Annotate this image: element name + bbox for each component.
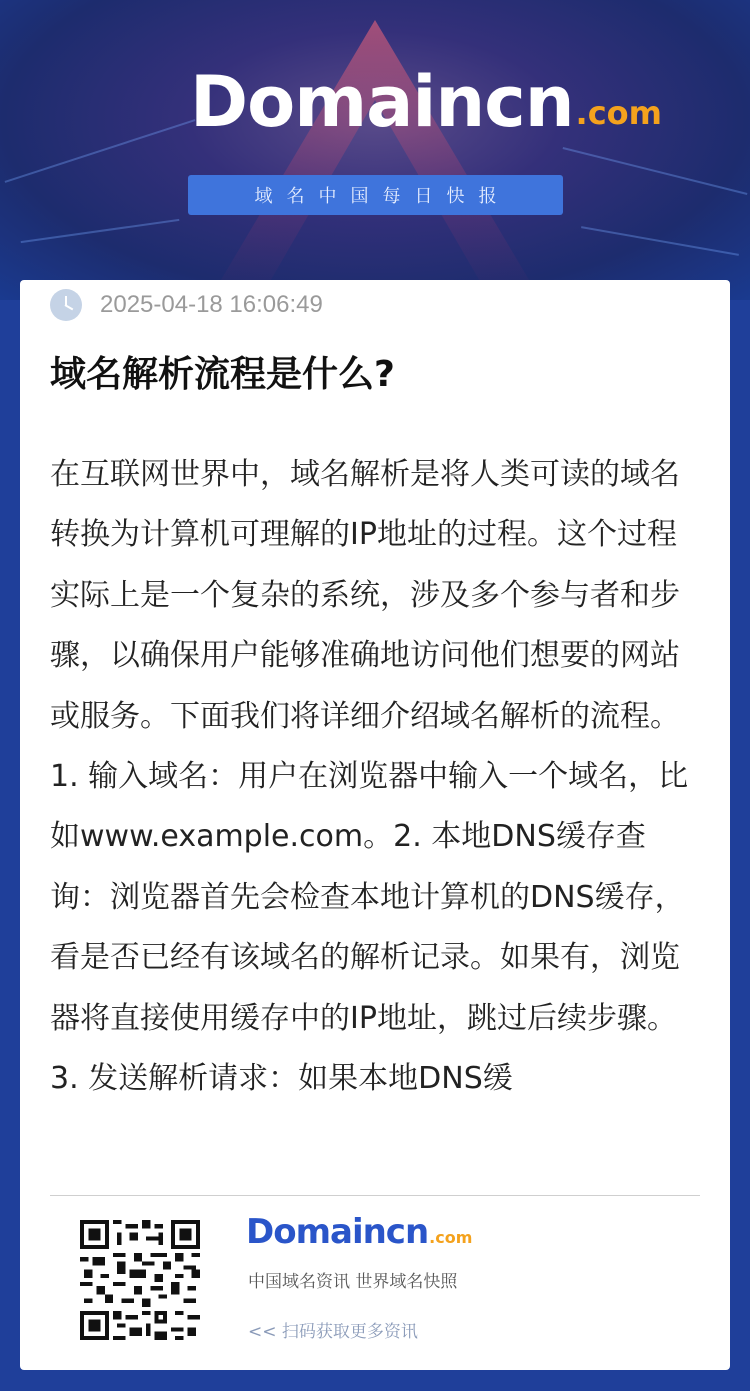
footer-logo <box>246 1212 472 1252</box>
logo-main-text: Domaincn <box>190 61 574 143</box>
light-streak <box>5 119 196 183</box>
article-body: 在互联网世界中，域名解析是将人类可读的域名转换为计算机可理解的IP地址的过程。这个过程实际上是一个复杂的系统，涉及多个参与者和步骤，以确保用户能够准确地访问他们想要的网站或服务。下面我们将详细介绍域名解析的流程。1. 输入域名：用户在浏览器中输入一个域名，比如www.example.com。2. 本地DNS缓存查询：浏览器首先会检查本地计算机的DNS缓存，看是否已经有该域名的解析记录。如果有，浏览器将直接使用缓存中的IP地址，跳过后续步骤。3. 发送解析请求：如果本地DNS缓 <box>50 457 689 1097</box>
qr-code[interactable] <box>80 1220 200 1340</box>
footer-divider <box>50 1195 700 1196</box>
article-timestamp: 2025-04-18 16:06:49 <box>100 291 323 318</box>
header-banner <box>0 0 750 300</box>
light-streak <box>21 219 180 243</box>
footer-logo-suffix: .com <box>429 1228 473 1247</box>
footer-logo-main: Domaincn <box>246 1212 429 1252</box>
article-meta <box>50 288 323 322</box>
light-streak <box>581 226 739 256</box>
light-streak <box>563 147 748 195</box>
domaincn-logo <box>190 58 662 143</box>
daily-news-tagline: 域名中国每日快报 <box>188 175 563 215</box>
article-card <box>20 280 730 1370</box>
footer-slogan: 中国域名资讯 世界域名快照 <box>248 1272 458 1292</box>
scan-hint: << 扫码获取更多资讯 <box>248 1322 418 1342</box>
logo-suffix-text: .com <box>575 94 662 132</box>
article-title: 域名解析流程是什么? <box>50 354 395 395</box>
clock-icon <box>50 289 82 321</box>
